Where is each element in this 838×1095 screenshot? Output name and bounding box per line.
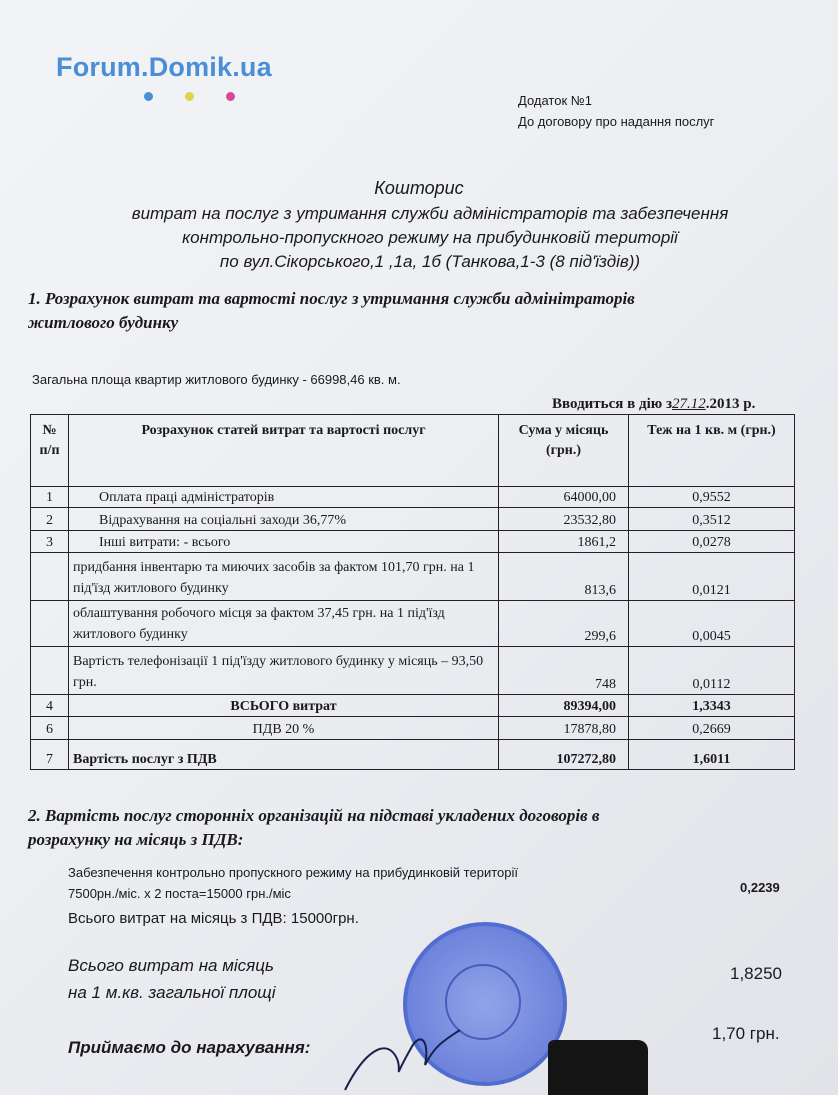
effective-date-handwritten: 27.12 [671, 396, 706, 412]
row-name: Вартість послуг з ПДВ [69, 740, 499, 770]
row-name: ПДВ 20 % [69, 717, 499, 740]
row-num [31, 647, 69, 695]
row-per-m: 0,0112 [629, 647, 795, 695]
total-area: Загальна площа квартир житлового будинку - 66998,46 кв. м. [32, 372, 401, 387]
watermark: Forum.Domik.ua [56, 52, 272, 82]
redaction-block [548, 1040, 648, 1095]
section-2-line-1: 2. Вартість послуг сторонніх організацій на підставі укладених договорів в [28, 806, 600, 825]
row-per-m: 0,3512 [629, 508, 795, 531]
header-sum: Сума у місяць (грн.) [499, 415, 629, 487]
row-sum: 1861,2 [499, 531, 629, 553]
dot-yellow-icon [185, 92, 194, 101]
row-num [31, 553, 69, 601]
annex-line-2: До договору про надання послуг [518, 114, 715, 129]
security-line-1: Забезпечення контрольно пропускного режиму на прибудинковій території [68, 865, 518, 880]
row-sum: 89394,00 [499, 695, 629, 717]
row-name: облаштування робочого місця за фактом 37,45 грн. на 1 під'їзд житлового будинку [69, 601, 499, 647]
section-2-line-2: розрахунку на місяць з ПДВ: [28, 830, 244, 849]
row-sum: 748 [499, 647, 629, 695]
cost-table [30, 414, 795, 770]
per-sqm-value: 1,8250 [730, 964, 782, 983]
section-1-heading [28, 287, 635, 335]
signature [335, 1010, 465, 1095]
section-2-heading [28, 804, 600, 852]
effective-date [552, 396, 755, 413]
row-name: придбання інвентарю та миючих засобів за фактом 101,70 грн. на 1 під'їзд житлового будинку [69, 553, 499, 601]
row-name: Інші витрати: - всього [69, 531, 499, 553]
header-name: Розрахунок статей витрат та вартості послуг [69, 415, 499, 487]
table-row [31, 553, 795, 601]
table-row [31, 740, 795, 770]
per-sqm-line-2: на 1 м.кв. загальної площі [68, 983, 276, 1002]
row-per-m: 0,0121 [629, 553, 795, 601]
effective-prefix: Вводиться в дію з [552, 396, 672, 412]
accept-value: 1,70 грн. [712, 1024, 780, 1043]
row-num: 4 [31, 695, 69, 717]
dot-blue-icon [144, 92, 153, 101]
table-row [31, 508, 795, 531]
section-1-line-1: 1. Розрахунок витрат та вартості послуг з утримання служби адмінітраторів [28, 289, 635, 308]
row-num: 6 [31, 717, 69, 740]
total-with-vat: Всього витрат на місяць з ПДВ: 15000грн. [68, 910, 359, 927]
row-num: 3 [31, 531, 69, 553]
row-sum: 17878,80 [499, 717, 629, 740]
per-sqm-line-1: Всього витрат на місяць [68, 956, 274, 975]
watermark-dots [144, 88, 267, 106]
subtitle-line-3: по вул.Сікорського,1 ,1а, 1б (Танкова,1-3 (8 під'їздів)) [219, 252, 641, 271]
table-row [31, 487, 795, 508]
row-num: 1 [31, 487, 69, 508]
row-name: Відрахування на соціальні заходи 36,77% [69, 508, 499, 531]
table-row [31, 717, 795, 740]
row-num: 2 [31, 508, 69, 531]
annex-note [518, 90, 714, 132]
subtitle-line-1: витрат на послуг з утримання служби адміністраторів та забезпечення [131, 204, 729, 223]
row-sum: 23532,80 [499, 508, 629, 531]
table-header [31, 415, 795, 487]
effective-suffix: .2013 р. [705, 396, 756, 412]
row-sum: 813,6 [499, 553, 629, 601]
table-row [31, 695, 795, 717]
security-line-2: 7500рн./міс. х 2 поста=15000 грн./міс [68, 886, 291, 901]
row-name: ВСЬОГО витрат [69, 695, 499, 717]
row-per-m: 1,3343 [629, 695, 795, 717]
row-num [31, 601, 69, 647]
row-sum: 107272,80 [499, 740, 629, 770]
row-sum: 64000,00 [499, 487, 629, 508]
row-name: Вартість телефонізації 1 під'їзду житлового будинку у місяць – 93,50 грн. [69, 647, 499, 695]
row-sum: 299,6 [499, 601, 629, 647]
annex-line-1: Додаток №1 [518, 93, 592, 108]
security-value: 0,2239 [740, 880, 780, 895]
table-row [31, 647, 795, 695]
document-title: Кошторис [374, 178, 464, 198]
accept-label: Приймаємо до нарахування: [68, 1038, 311, 1057]
header-per-m: Теж на 1 кв. м (грн.) [629, 415, 795, 487]
table-row [31, 601, 795, 647]
per-sqm-label [68, 952, 276, 1006]
row-per-m: 0,9552 [629, 487, 795, 508]
row-name: Оплата праці адміністраторів [69, 487, 499, 508]
table-row [31, 531, 795, 553]
row-per-m: 0,0278 [629, 531, 795, 553]
section-1-line-2: житлового будинку [28, 313, 179, 332]
row-num: 7 [31, 740, 69, 770]
row-per-m: 0,0045 [629, 601, 795, 647]
header-num: № п/п [31, 415, 69, 487]
subtitle-line-2: контрольно-пропускного режиму на прибудинковій території [182, 228, 678, 247]
row-per-m: 0,2669 [629, 717, 795, 740]
dot-pink-icon [226, 92, 235, 101]
security-service [68, 862, 518, 904]
row-per-m: 1,6011 [629, 740, 795, 770]
